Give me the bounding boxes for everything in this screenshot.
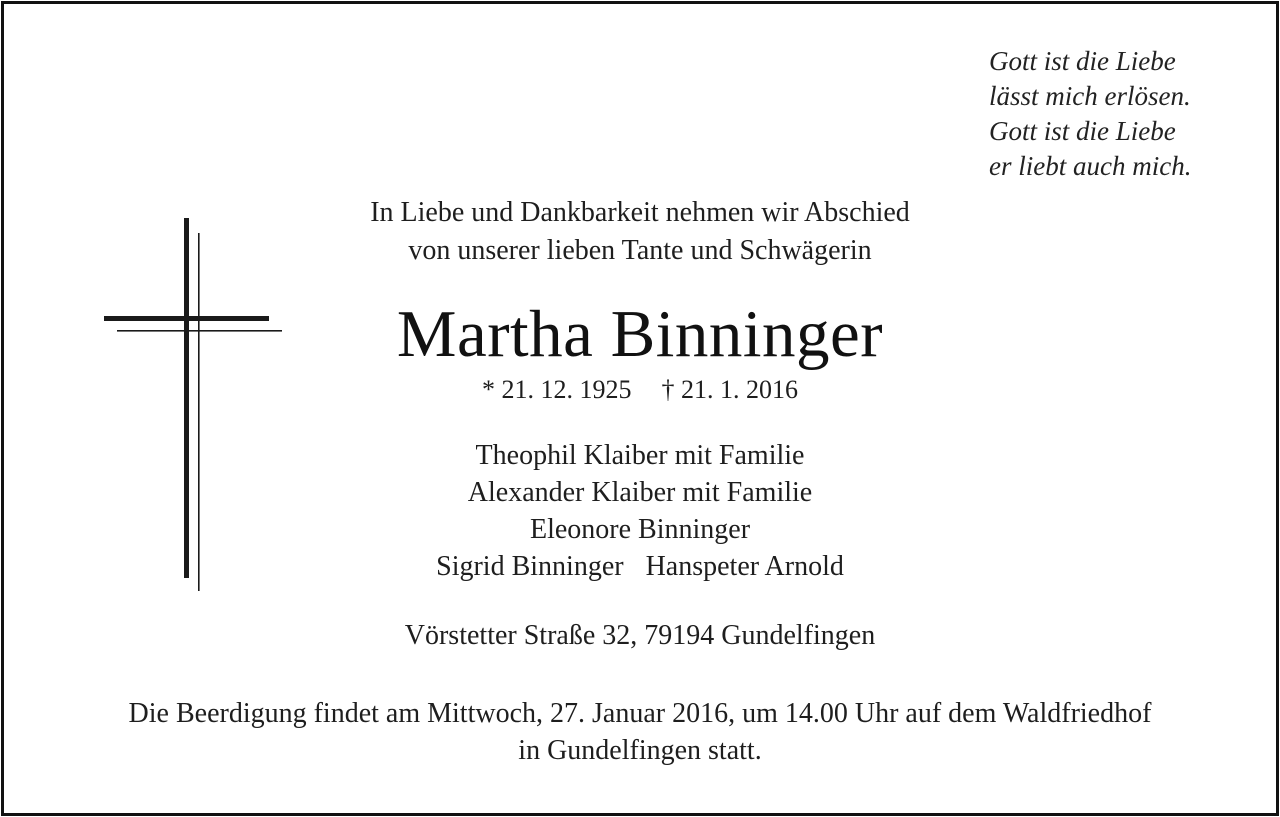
funeral-line: in Gundelfingen statt.: [518, 735, 762, 766]
funeral-info: [4, 695, 1276, 769]
intro-line: In Liebe und Dankbarkeit nehmen wir Abschied: [370, 197, 910, 228]
mourners-list: [4, 437, 1276, 585]
death-date: † 21. 1. 2016: [661, 375, 798, 404]
deceased-name: Martha Binninger: [396, 297, 884, 371]
intro-line: von unserer lieben Tante und Schwägerin: [408, 235, 872, 266]
motto-line: er liebt auch mich.: [989, 151, 1192, 181]
mourner-name: Hanspeter Arnold: [645, 551, 844, 582]
family-address: Vörstetter Straße 32, 79194 Gundelfingen: [404, 620, 876, 651]
motto-verse: [989, 44, 1191, 184]
motto-line: Gott ist die Liebe: [989, 46, 1176, 76]
mourner-name: Sigrid Binninger: [436, 551, 624, 582]
mourner-line-last: [4, 548, 1276, 585]
birth-date: * 21. 12. 1925: [482, 375, 632, 404]
motto-line: Gott ist die Liebe: [989, 116, 1176, 146]
life-dates: [4, 370, 1276, 410]
motto-line: lässt mich erlösen.: [989, 81, 1191, 111]
mourner-line: Alexander Klaiber mit Familie: [467, 477, 813, 508]
mourner-line: Eleonore Binninger: [529, 514, 751, 545]
intro-text: [4, 194, 1276, 270]
obituary-notice: [1, 1, 1279, 816]
mourner-line: Theophil Klaiber mit Familie: [475, 440, 805, 471]
funeral-line: Die Beerdigung findet am Mittwoch, 27. Januar 2016, um 14.00 Uhr auf dem Waldfriedhof: [128, 698, 1152, 729]
